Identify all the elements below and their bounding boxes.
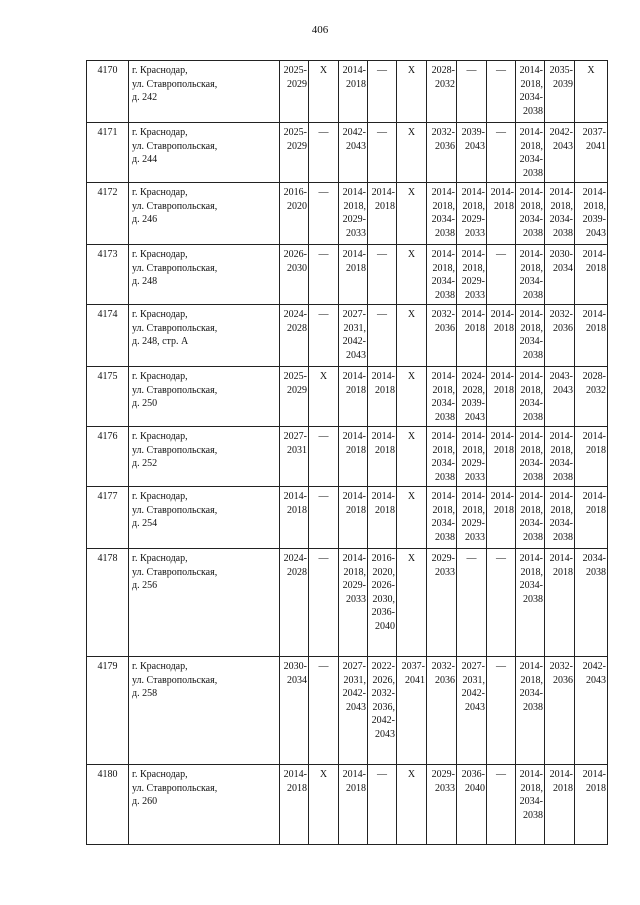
address-cell: г. Краснодар, ул. Ставропольская, д. 244 [129, 123, 280, 183]
table-row [87, 765, 608, 845]
period-cell: X [397, 305, 427, 367]
period-cell: — [368, 61, 397, 123]
period-cell: 2026- 2030 [280, 245, 309, 305]
address-cell: г. Краснодар, ул. Ставропольская, д. 246 [129, 183, 280, 245]
row-number: 4175 [87, 367, 129, 427]
table-row [87, 549, 608, 657]
period-cell: X [397, 367, 427, 427]
period-cell: — [457, 61, 487, 123]
period-cell: — [368, 765, 397, 845]
period-cell: 2014- 2018, 2034- 2038 [427, 367, 457, 427]
period-cell: 2025- 2029 [280, 123, 309, 183]
table-row [87, 123, 608, 183]
period-cell: X [397, 487, 427, 549]
period-cell: 2014- 2018 [368, 367, 397, 427]
row-number: 4170 [87, 61, 129, 123]
period-cell: — [309, 427, 339, 487]
period-cell: X [397, 123, 427, 183]
page-number: 406 [311, 24, 329, 36]
address-cell: г. Краснодар, ул. Ставропольская, д. 254 [129, 487, 280, 549]
period-cell: X [397, 765, 427, 845]
period-cell: — [487, 245, 516, 305]
period-cell: 2014- 2018 [545, 765, 575, 845]
period-cell: 2014- 2018, 2034- 2038 [427, 487, 457, 549]
period-cell: 2032- 2036 [545, 657, 575, 765]
period-cell: 2014- 2018, 2029- 2033 [457, 245, 487, 305]
period-cell: X [397, 427, 427, 487]
period-cell: 2014- 2018, 2034- 2038 [516, 123, 545, 183]
period-cell: — [309, 183, 339, 245]
address-cell: г. Краснодар, ул. Ставропольская, д. 252 [129, 427, 280, 487]
period-cell: X [309, 61, 339, 123]
period-cell: 2014- 2018 [575, 765, 608, 845]
row-number: 4179 [87, 657, 129, 765]
period-cell: 2014- 2018, 2039- 2043 [575, 183, 608, 245]
row-number: 4174 [87, 305, 129, 367]
period-cell: 2014- 2018, 2034- 2038 [516, 245, 545, 305]
period-cell: — [309, 487, 339, 549]
address-cell: г. Краснодар, ул. Ставропольская, д. 256 [129, 549, 280, 657]
period-cell: 2014- 2018, 2029- 2033 [457, 427, 487, 487]
period-cell: 2029- 2033 [427, 549, 457, 657]
period-cell: 2025- 2029 [280, 367, 309, 427]
period-cell: 2014- 2018 [368, 427, 397, 487]
period-cell: X [397, 183, 427, 245]
period-cell: — [368, 305, 397, 367]
period-cell: 2014- 2018 [487, 367, 516, 427]
period-cell: 2014- 2018, 2034- 2038 [427, 427, 457, 487]
address-cell: г. Краснодар, ул. Ставропольская, д. 248, стр. А [129, 305, 280, 367]
row-number: 4176 [87, 427, 129, 487]
period-cell: 2029- 2033 [427, 765, 457, 845]
period-cell: 2036- 2040 [457, 765, 487, 845]
period-cell: 2032- 2036 [427, 657, 457, 765]
period-cell: — [487, 657, 516, 765]
table-row [87, 61, 608, 123]
row-number: 4173 [87, 245, 129, 305]
period-cell: 2042- 2043 [575, 657, 608, 765]
period-cell: X [397, 549, 427, 657]
period-cell: 2014- 2018, 2034- 2038 [545, 427, 575, 487]
period-cell: 2014- 2018 [339, 245, 368, 305]
table-row [87, 367, 608, 427]
table-row [87, 487, 608, 549]
period-cell: 2014- 2018 [339, 487, 368, 549]
period-cell: — [309, 245, 339, 305]
period-cell: 2014- 2018 [575, 487, 608, 549]
period-cell: 2014- 2018, 2034- 2038 [545, 487, 575, 549]
period-cell: 2032- 2036 [427, 123, 457, 183]
period-cell: 2037- 2041 [397, 657, 427, 765]
period-cell: X [309, 367, 339, 427]
period-cell: 2014- 2018, 2034- 2038 [516, 183, 545, 245]
period-cell: 2014- 2018 [339, 427, 368, 487]
period-cell: 2014- 2018, 2034- 2038 [545, 183, 575, 245]
period-cell: 2035- 2039 [545, 61, 575, 123]
period-cell: 2014- 2018 [280, 487, 309, 549]
period-cell: 2014- 2018 [545, 549, 575, 657]
address-cell: г. Краснодар, ул. Ставропольская, д. 250 [129, 367, 280, 427]
period-cell: 2014- 2018 [487, 305, 516, 367]
row-number: 4172 [87, 183, 129, 245]
period-cell: — [309, 305, 339, 367]
period-cell: 2014- 2018, 2029- 2033 [339, 549, 368, 657]
period-cell: 2014- 2018, 2029- 2033 [457, 183, 487, 245]
period-cell: 2014- 2018 [368, 487, 397, 549]
period-cell: — [487, 765, 516, 845]
period-cell: 2014- 2018, 2029- 2033 [339, 183, 368, 245]
period-cell: 2025- 2029 [280, 61, 309, 123]
period-cell: 2027- 2031 [280, 427, 309, 487]
period-cell: 2034- 2038 [575, 549, 608, 657]
period-cell: 2014- 2018, 2034- 2038 [516, 487, 545, 549]
period-cell: 2014- 2018 [487, 487, 516, 549]
period-cell: 2014- 2018 [339, 61, 368, 123]
table-row [87, 245, 608, 305]
period-cell: 2014- 2018, 2034- 2038 [516, 367, 545, 427]
period-cell: 2027- 2031, 2042- 2043 [457, 657, 487, 765]
period-cell: 2014- 2018, 2034- 2038 [516, 765, 545, 845]
period-cell: 2022- 2026, 2032- 2036, 2042- 2043 [368, 657, 397, 765]
period-cell: — [309, 549, 339, 657]
period-cell: — [368, 123, 397, 183]
period-cell: 2014- 2018 [487, 183, 516, 245]
period-cell: 2028- 2032 [427, 61, 457, 123]
period-cell: — [309, 123, 339, 183]
period-cell: 2014- 2018 [487, 427, 516, 487]
address-cell: г. Краснодар, ул. Ставропольская, д. 248 [129, 245, 280, 305]
period-cell: 2030- 2034 [280, 657, 309, 765]
period-cell: 2014- 2018, 2034- 2038 [427, 245, 457, 305]
period-cell: X [309, 765, 339, 845]
period-cell: 2014- 2018, 2034- 2038 [516, 305, 545, 367]
table-row [87, 305, 608, 367]
period-cell: 2014- 2018, 2034- 2038 [516, 427, 545, 487]
period-cell: 2014- 2018, 2034- 2038 [516, 549, 545, 657]
period-cell: 2014- 2018, 2034- 2038 [427, 183, 457, 245]
period-cell: X [397, 61, 427, 123]
period-cell: 2039- 2043 [457, 123, 487, 183]
period-cell: 2014- 2018 [339, 765, 368, 845]
period-cell: 2016- 2020, 2026- 2030, 2036- 2040 [368, 549, 397, 657]
period-cell: 2014- 2018 [575, 305, 608, 367]
period-cell: 2042- 2043 [545, 123, 575, 183]
period-cell: 2030- 2034 [545, 245, 575, 305]
period-cell: 2027- 2031, 2042- 2043 [339, 657, 368, 765]
row-number: 4177 [87, 487, 129, 549]
period-cell: 2016- 2020 [280, 183, 309, 245]
row-number: 4178 [87, 549, 129, 657]
address-cell: г. Краснодар, ул. Ставропольская, д. 242 [129, 61, 280, 123]
period-cell: 2042- 2043 [339, 123, 368, 183]
period-cell: — [457, 549, 487, 657]
address-cell: г. Краснодар, ул. Ставропольская, д. 258 [129, 657, 280, 765]
period-cell: 2032- 2036 [545, 305, 575, 367]
period-cell: 2014- 2018 [339, 367, 368, 427]
period-cell: — [487, 123, 516, 183]
repair-schedule-table [86, 60, 608, 845]
period-cell: 2024- 2028 [280, 549, 309, 657]
period-cell: 2043- 2043 [545, 367, 575, 427]
period-cell: — [368, 245, 397, 305]
table-row [87, 183, 608, 245]
table-row [87, 657, 608, 765]
address-cell: г. Краснодар, ул. Ставропольская, д. 260 [129, 765, 280, 845]
period-cell: 2028- 2032 [575, 367, 608, 427]
period-cell: X [397, 245, 427, 305]
period-cell: 2014- 2018 [457, 305, 487, 367]
period-cell: — [487, 61, 516, 123]
period-cell: 2014- 2018 [575, 427, 608, 487]
period-cell: — [309, 657, 339, 765]
period-cell: X [575, 61, 608, 123]
period-cell: 2014- 2018 [575, 245, 608, 305]
period-cell: 2014- 2018 [280, 765, 309, 845]
row-number: 4180 [87, 765, 129, 845]
period-cell: 2024- 2028, 2039- 2043 [457, 367, 487, 427]
period-cell: 2014- 2018, 2034- 2038 [516, 61, 545, 123]
period-cell: 2014- 2018, 2029- 2033 [457, 487, 487, 549]
period-cell: 2032- 2036 [427, 305, 457, 367]
period-cell: 2014- 2018 [368, 183, 397, 245]
period-cell: 2037- 2041 [575, 123, 608, 183]
row-number: 4171 [87, 123, 129, 183]
period-cell: 2027- 2031, 2042- 2043 [339, 305, 368, 367]
period-cell: 2014- 2018, 2034- 2038 [516, 657, 545, 765]
period-cell: 2024- 2028 [280, 305, 309, 367]
period-cell: — [487, 549, 516, 657]
table-row [87, 427, 608, 487]
